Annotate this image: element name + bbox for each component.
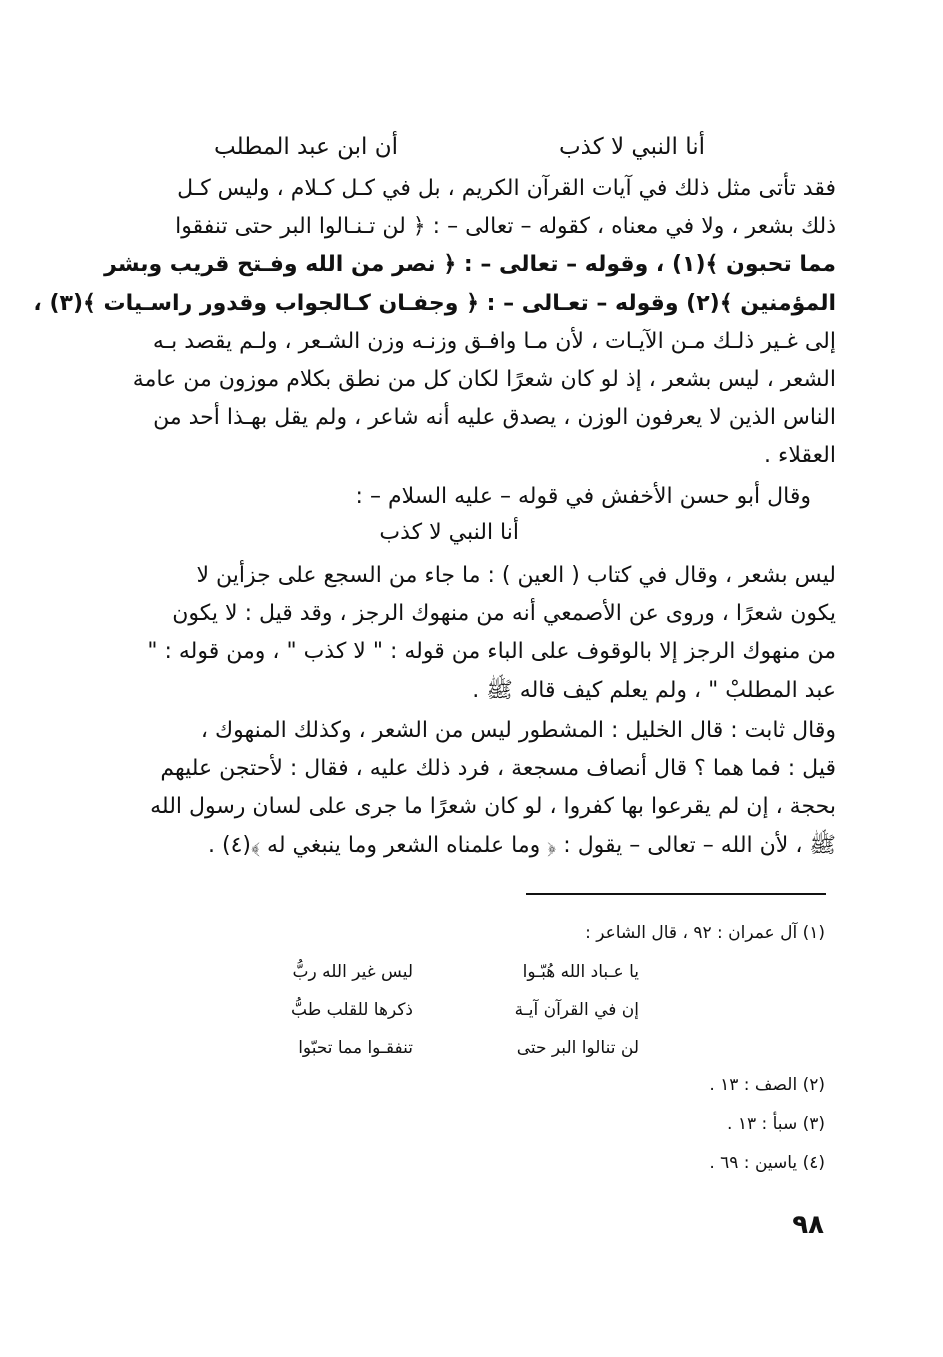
paragraph-2-intro: وقال أبو حسن الأخفش في قوله – عليه السلام – : [355,484,811,509]
text-line: ﷺ ، لأن الله – تعالى – يقول : ﴿ وما علمناه الشعر وما ينبغي له ﴾(٤) . [208,832,836,858]
text-line: العقلاء . [763,443,836,469]
footnote-poem-line-1-left: ليس غير الله ربُّ [292,962,413,982]
text-line: الشعر ، ليس بشعر ، إذ لو كان شعرًا لكان كل من نطق بكلام موزون من عامة [132,366,836,392]
paragraph-1 [33,170,836,476]
text-line: بحجة ، إن لم يقرعوا بها كفروا ، لو كان شعرًا ما جرى على لسان رسول الله [150,794,836,820]
footnote-poem-line-2-left: ذكرها للقلب طبُّ [291,1000,413,1020]
text-line: مما تحبون ﴾(١) ، وقوله – تعالى – : ﴿ نصر من الله وفـتح قريب وبشر [104,252,836,278]
text-line: فقد تأتى مثل ذلك في آيات القرآن الكريم ، بل في كـل كـلام ، وليس كـل [177,176,836,201]
text-line: يكون شعرًا ، وروى عن الأصمعي أنه من منهوك الرجز ، وقد قيل : لا يكون [172,601,836,627]
text-line: وقال ثابت : قال الخليل : المشطور ليس من الشعر ، وكذلك المنهوك ، [200,718,836,743]
footnote-poem-line-2-right: إن في القرآن آيـة [514,1000,639,1020]
page-number: ٩٨ [792,1210,824,1240]
footnote-separator [526,893,826,895]
text-line: ليس بشعر ، وقال في كتاب ( العين ) : ما جاء من السجع على جزأين لا [196,563,836,588]
footnote-4: (٤) ياسين : ٦٩ . [709,1153,825,1173]
footnote-poem-line-3-left: تنفقـوا مما تحبّوا [298,1038,413,1058]
footnote-poem-line-3-right: لن تنالوا البر حتى [516,1038,639,1058]
text-line: عبد المطلبْ " ، ولم يعلم كيف قاله ﷺ . [472,677,836,703]
text-line: ذلك بشعر ، ولا في معناه ، كقوله – تعالى – : ﴿ لن تـنـالوا البر حتى تنفقوا [175,214,836,240]
verse-second-hemistich: أن ابن عبد المطلب [213,134,398,160]
text-line: الناس الذين لا يعرفون الوزن ، يصدق عليه أنه شاعر ، ولم يقل بهـذا أحد من [153,405,836,431]
footnote-poem-line-1-right: يا عـباد الله هُبّـوا [522,962,639,982]
paragraph-4 [92,712,836,865]
text-line: قيل : فما هما ؟ قال أنصاف مسجعة ، فرد ذلك عليه ، فقال : لأحتجن عليهم [160,756,836,782]
footnote-2: (٢) الصف : ١٣ . [709,1075,825,1095]
footnote-1: (١) آل عمران : ٩٢ ، قال الشاعر : [585,923,825,943]
middle-verse: أنا النبي لا كذب [379,520,519,545]
footnote-3: (٣) سبأ : ١٣ . [727,1114,825,1134]
text-line: المؤمنين ﴾(٢) وقوله – تعـالى – : ﴿ وجفـان كـالجواب وقدور راسـيات ﴾(٣) ، [33,290,836,316]
paragraph-3 [92,557,836,710]
verse-first-hemistich: أنا النبي لا كذب [559,134,705,160]
text-line: إلى غـير ذلـك مـن الآيـات ، لأن مـا وافـق وزنـه وزن الشـعر ، ولـم يقصد بـه [152,328,836,354]
text-line: من منهوك الرجز إلا بالوقوف على الباء من قوله : " لا كذب " ، ومن قوله : " [147,639,836,665]
